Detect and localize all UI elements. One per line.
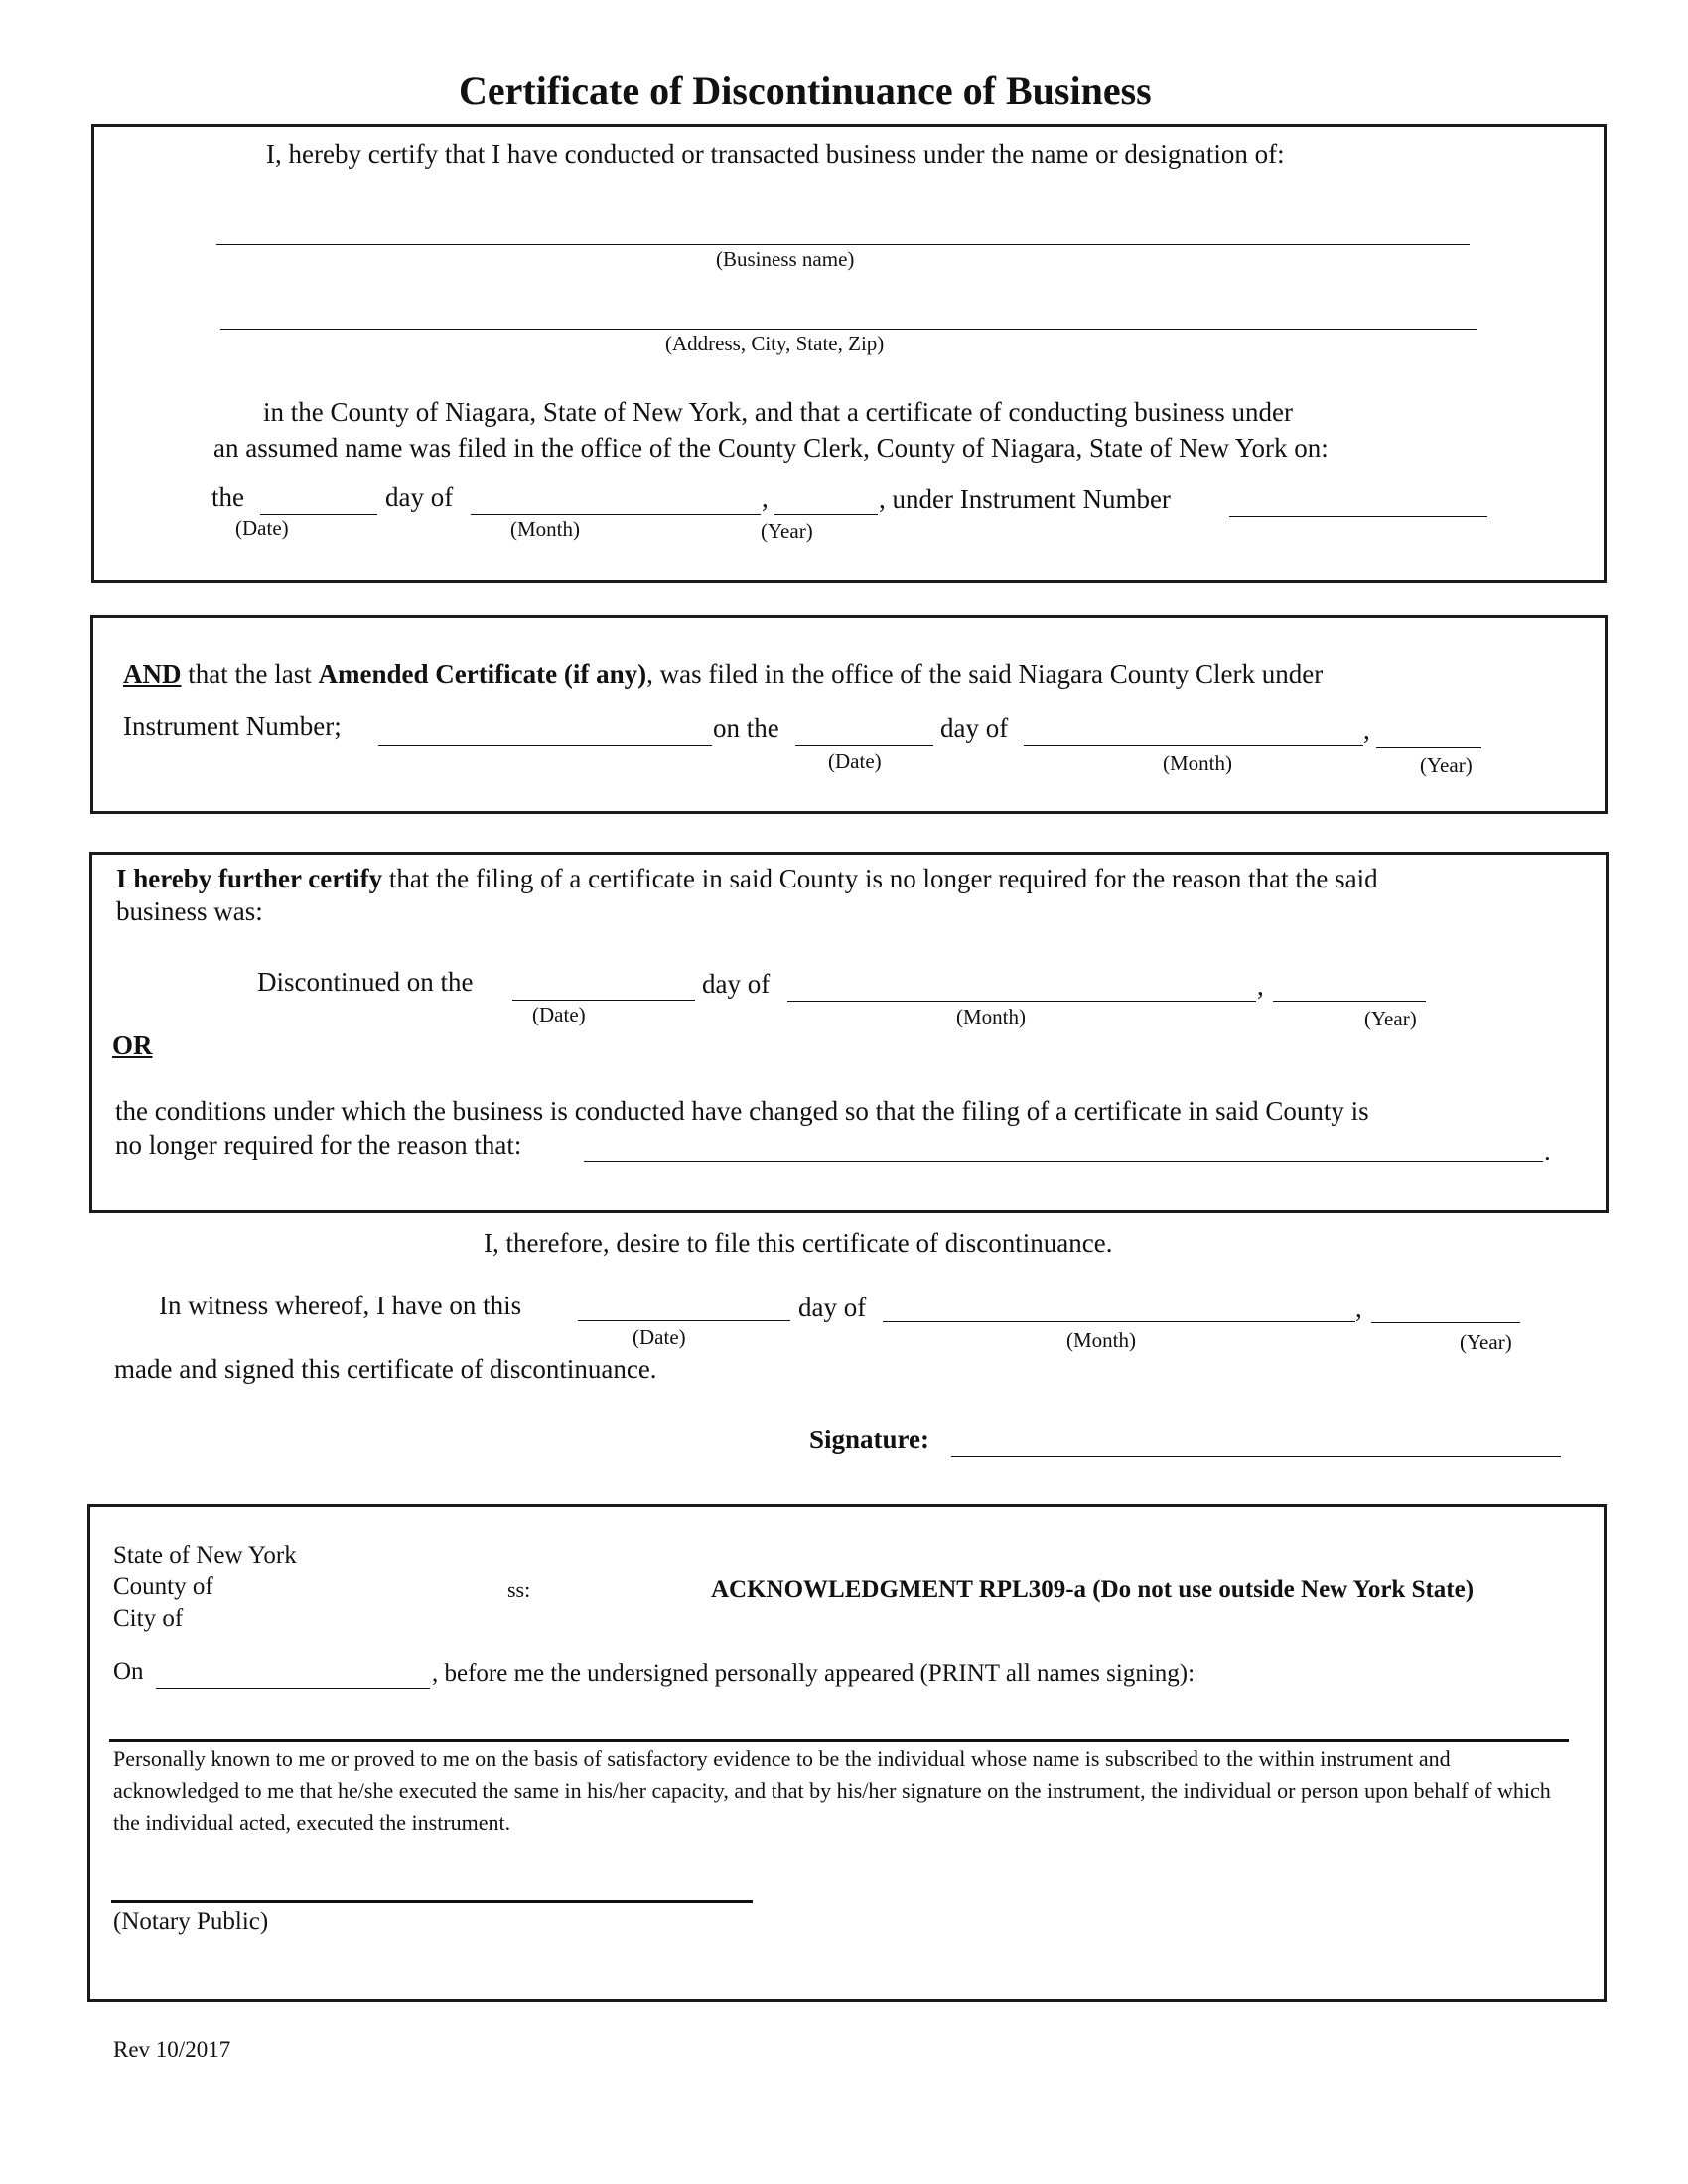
revision-label: Rev 10/2017: [113, 2037, 231, 2062]
state-label: State of New York: [113, 1542, 297, 1569]
amended-statement-line1: AND that the last Amended Certificate (if any), was filed in the office of the said Niagara County Clerk under: [123, 659, 1324, 689]
reason-field[interactable]: [584, 1161, 1543, 1162]
period: .: [1544, 1136, 1551, 1165]
comma: ,: [1355, 1294, 1362, 1323]
witness-year-field[interactable]: [1371, 1322, 1520, 1323]
or-label: OR: [112, 1030, 153, 1060]
amended-certificate-label: Amended Certificate (if any): [318, 659, 647, 689]
day-of-text: day of: [702, 969, 771, 999]
business-name-field[interactable]: [216, 244, 1470, 245]
further-certify-line1: I hereby further certify that the filing of a certificate in said County is no longer required for the reason that the said: [116, 864, 1378, 893]
under-instrument-text: , under Instrument Number: [879, 484, 1171, 514]
discontinued-month-field[interactable]: [787, 1001, 1256, 1002]
conditions-line2: no longer required for the reason that:: [115, 1130, 522, 1160]
acknowledgment-date-field[interactable]: [156, 1688, 430, 1689]
witness-month-field[interactable]: [883, 1321, 1355, 1322]
county-statement-line2: an assumed name was filed in the office of the County Clerk, County of Niagara, State of New York on:: [213, 433, 1329, 463]
notary-signature-field[interactable]: [111, 1900, 753, 1903]
discontinued-year-field[interactable]: [1273, 1001, 1426, 1002]
on-the-text: on the: [713, 713, 779, 743]
year-label: (Year): [1460, 1330, 1512, 1354]
witness-date-field[interactable]: [578, 1320, 790, 1321]
year-label: (Year): [1420, 753, 1473, 777]
signature-label: Signature:: [809, 1425, 930, 1454]
day-of-text: day of: [940, 713, 1009, 743]
month-label: (Month): [1066, 1328, 1136, 1352]
instrument-number-field[interactable]: [1229, 516, 1487, 517]
county-label: County of: [113, 1573, 213, 1600]
amended-date-field[interactable]: [795, 745, 933, 746]
business-name-label: (Business name): [716, 247, 855, 271]
year-label: (Year): [761, 519, 813, 543]
date-label: (Date): [532, 1003, 586, 1026]
comma: ,: [1363, 715, 1370, 745]
the-text: the: [211, 482, 244, 512]
made-signed-text: made and signed this certificate of discontinuance.: [114, 1354, 657, 1384]
further-certify-line2: business was:: [116, 896, 263, 926]
notary-public-label: (Notary Public): [113, 1908, 269, 1935]
before-me-text: , before me the undersigned personally appeared (PRINT all names signing):: [432, 1660, 1196, 1687]
year-label: (Year): [1364, 1007, 1417, 1030]
conditions-line1: the conditions under which the business is conducted have changed so that the filing of a certificate in said County is: [115, 1096, 1369, 1126]
discontinued-date-field[interactable]: [512, 1000, 695, 1001]
address-label: (Address, City, State, Zip): [665, 332, 885, 355]
personally-known-text: Personally known to me or proved to me on the basis of satisfactory evidence to be the individual whose name is subscribed to the within instrument and acknowledged to me that he/she executed the same in his/her capacity, and that by his/her signature on the instrument, the individual or person upon behalf of which the individual acted, executed the instrument.: [113, 1746, 1551, 1835]
names-signing-field[interactable]: [109, 1739, 1569, 1742]
amended-year-field[interactable]: [1376, 747, 1481, 748]
date-label: (Date): [235, 516, 289, 540]
city-label: City of: [113, 1605, 184, 1632]
in-witness-text: In witness whereof, I have on this: [159, 1291, 522, 1320]
month-label: (Month): [1163, 751, 1232, 775]
acknowledgment-heading: ACKNOWLEDGMENT RPL309-a (Do not use outside New York State): [711, 1576, 1475, 1603]
date-label: (Date): [828, 750, 882, 773]
amended-instrument-field[interactable]: [378, 745, 712, 746]
comma: ,: [1257, 971, 1264, 1001]
signature-field[interactable]: [951, 1456, 1561, 1457]
instrument-number-text: Instrument Number;: [123, 711, 342, 741]
address-field[interactable]: [220, 329, 1477, 330]
county-statement-line1: in the County of Niagara, State of New York, and that a certificate of conducting business under: [263, 397, 1293, 427]
amended-month-field[interactable]: [1024, 745, 1363, 746]
further-certify-lead: I hereby further certify: [116, 864, 383, 893]
and-label: AND: [123, 659, 182, 689]
filing-date-field[interactable]: [260, 514, 377, 515]
ss-label: ss:: [507, 1577, 531, 1602]
therefore-text: I, therefore, desire to file this certificate of discontinuance.: [484, 1228, 1113, 1258]
page-title: Certificate of Discontinuance of Business: [459, 68, 1152, 113]
date-label: (Date): [633, 1325, 686, 1349]
month-label: (Month): [510, 517, 580, 541]
day-of-text: day of: [385, 482, 454, 512]
discontinued-on-text: Discontinued on the: [257, 967, 474, 997]
day-of-text: day of: [798, 1293, 867, 1322]
filing-month-field[interactable]: [471, 514, 761, 515]
intro-text: I, hereby certify that I have conducted or transacted business under the name or designation of:: [266, 139, 1285, 169]
filing-year-field[interactable]: [774, 514, 878, 515]
comma: ,: [762, 483, 769, 513]
on-label: On: [113, 1658, 144, 1685]
month-label: (Month): [956, 1005, 1026, 1028]
